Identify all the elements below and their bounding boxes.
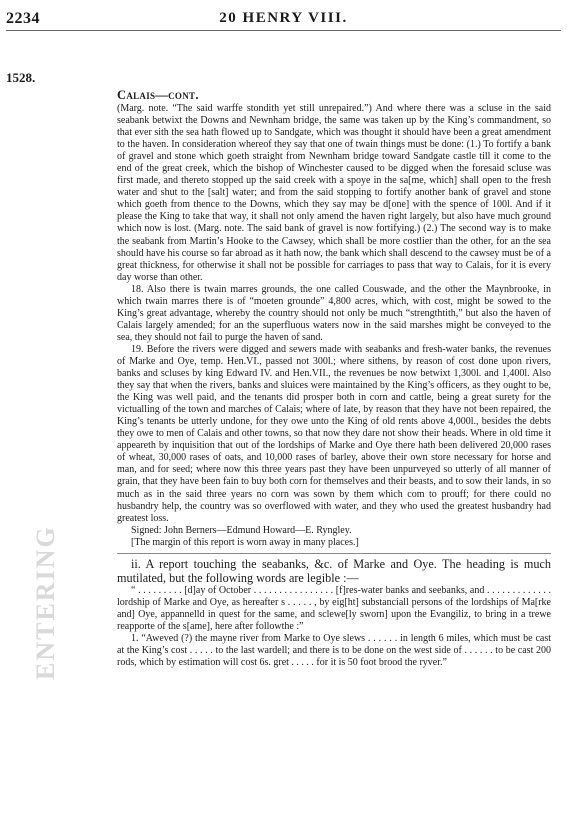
header-rule <box>6 30 561 31</box>
running-title: 20 HENRY VIII. <box>219 10 348 26</box>
section-title: Calais—cont. <box>117 88 199 102</box>
watermark-stamp <box>0 360 84 690</box>
document-body <box>117 103 551 669</box>
report-intro: ii. A report touching the seabanks, &c. of Marke and Oye. The heading is much mutilated, but the following words are legible :— <box>117 556 551 585</box>
page-number: 2234 <box>6 10 40 27</box>
report-quote: “ . . . . . . . . . [d]ay of October . . . . . . . . . . . . . . . . [f]res-water banks and seebanks, and . . . . . . . . . . . . . lordship of Marke and Oye, as hereafter s . . . . . , by eig[ht] substanciall persons of the lordships of Ma[rke and] Oye, appannelld in quest for the same, and sclewe[ly sworn] upon the Evangiliz, to bring in a trewe reapporte of the s[ame], here after followthe :” <box>117 584 551 632</box>
signatures: Signed: John Berners—Edmund Howard—E. Ryngley. <box>131 524 352 536</box>
report-item-1: 1. “Aweved (?) the mayne river from Marke to Oye slews . . . . . . in length 6 miles, which must be cast at the King’s cost . . . . . to the last wardell; and there is to be done on the west side of . . . . . . to be cast 200 rods, which by estimation will cost 6s. gret . . . . . for it is 50 foot brood the ryver.” <box>117 632 551 669</box>
paragraph-opening: (Marg. note. “The said warffe stondith yet still unrepaired.”) And where there was a scluse in the said seabank betwixt the Downs and Newnham bridge, the same was taken up by the King’s commandment, so that ever sith the sea hath flowed up to Sandgate, which was thought it should have been a great amendment to the haven. In consideration whereof they say that one of twain things must be done: (1.) To fortify a bank of gravel and stone which goeth straight from Newnham bridge toward Sandgate castle till it come to the end of the great creek, which the bishop of Winchester caused to be digged when the foresaid scluse was first made, and thereto stopped up the said creek with a spoye in the sa[me, which] shall open to the fresh water and shut to the [salt] water; and from the said stopping to fortify another bank of gravel and stone which goeth from thence to the Downs, which they say may be d[one] with the spence of 100l. And if it please the King to take that way, it shall not only amend the haven right largely, but also have much ground which now is lost. (Marg. note. The said bank of gravel is now fortifying.) (2.) The second way is to make the seabank from Martin’s Hooke to the Cawsey, which shall be more costlier than the other, for an the sea should have his course so far abroad as it hath now, the bank which shall descend to the cawsey must be of a great thickness, for otherwise it shall not be possible for carriages to pass that way to Calais, for it is every day worse than other. <box>117 103 551 283</box>
paragraph-18: 18. Also there is twain marres grounds, the one called Couswade, and the other the Maynbrooke, in which twain marres there is of “moeten grounde” 4,800 acres, which, with cost, might be sowed to the King’s great advantage, whereby the country should not only be much “strengthtith,” but also the haven of Calais largely amended; for an the superfluous waters now in the said marshes might be conveyed to the sea, they should not fail to purge the haven of sand. <box>117 283 551 343</box>
paragraph-19: 19. Before the rivers were digged and sewers made with seabanks and fresh-water banks, the revenues of Marke and Oye, temp. Hen.VI., passed not 300l.; where sithens, by reason of cost done upon rivers, banks and scluses by king Edward IV. and Hen.VII., the revenues be now betwixt 1,300l. and 1,400l. Also they say that when the rivers, banks and sluices were maintained by the King’s officers, as they ought to be, the King was well paid, and the tenants did prosper both in corn and cattle, being a great surety for the victualling of the town and marches of Calais; where of late, by reason that they have not been repaired, the King’s tenants be utterly undone, for they owe unto the King of old rents above 4,000l., besides the debts they owe to men of Calais and other towns, so that now they dare not show their heads. Where in old time it appeareth by inquisition that out of the lordships of Marke and Oye there hath been delivered 20,000 rases of wheat, 30,000 rases of oats, and 10,000 rases of barley, above their own store necessary for horse and man, and for seed; where now this three years past they have been unpurveyed so utterly of all manner of grain, that they have been fain to buy both corn for themselves and their beasts, and to sow their lands, in so much as in the said three years no corn was sown by them which com to prouff; for there could no husbandry help, the country was so overflowed with water, and they who used the greatest husbandry had greatest loss. <box>117 343 551 524</box>
section-divider <box>117 553 551 554</box>
watermark-text: ENTERING <box>31 525 60 680</box>
year-label: 1528. <box>6 70 36 85</box>
page-header <box>0 8 567 30</box>
margin-note: [The margin of this report is worn away in many places.] <box>131 536 359 548</box>
